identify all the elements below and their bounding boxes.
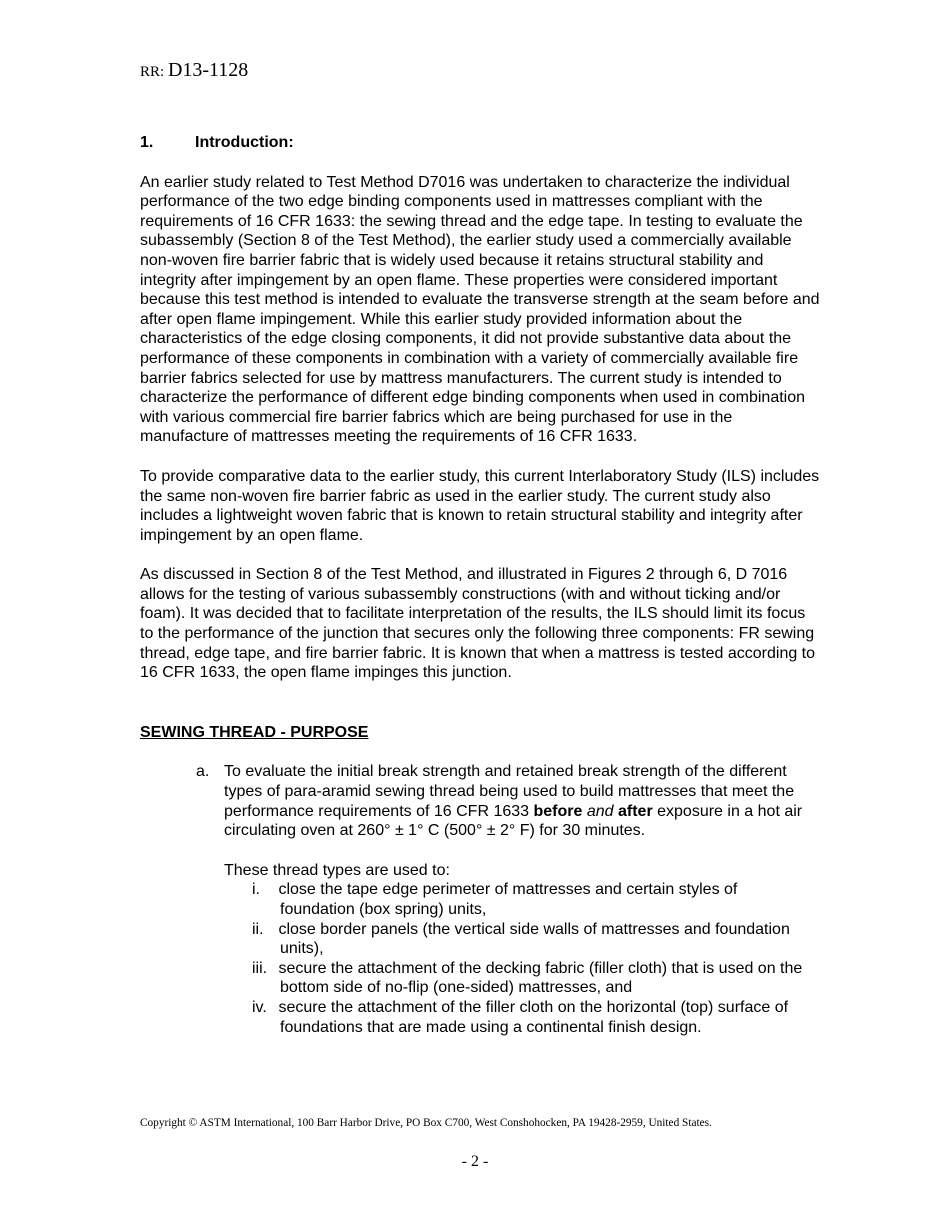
list-marker: i.	[252, 881, 260, 899]
item-marker: a.	[196, 763, 210, 781]
list-item-text: secure the attachment of the filler cloth on the horizontal (top) surface of foundations that are made using a continental finish design.	[278, 998, 789, 1036]
list-item	[252, 998, 804, 1037]
purpose-item-a	[196, 762, 804, 1037]
emphasis-before: before	[533, 802, 583, 820]
list-item-text: close the tape edge perimeter of mattresses and certain styles of foundation (box spring) units,	[278, 881, 738, 918]
list-item	[252, 959, 804, 998]
list-item	[252, 880, 804, 919]
emphasis-and: and	[586, 802, 614, 820]
section-number: 1.	[140, 134, 154, 151]
intro-paragraph-3: As discussed in Section 8 of the Test Method, and illustrated in Figures 2 through 6, D 7016 allows for the testing of various subassembly constructions (with and without ticking and/or foam). It was decided that to facilitate interpretation of the results, the ILS should limit its focus to the performance of the junction that secures only the following three components: FR sewing thread, edge tape, and fire barrier fabric. It is known that when a mattress is tested according to 16 CFR 1633, the open flame impinges this junction.	[140, 566, 816, 682]
purpose-item-a-text	[224, 762, 804, 840]
section-title: Introduction:	[195, 134, 294, 151]
emphasis-after: after	[618, 802, 653, 820]
intro-paragraph-1: An earlier study related to Test Method D7016 was undertaken to characterize the individual performance of the two edge binding components used in mattresses compliant with the requirements of 16 CFR 1633: the sewing thread and the edge tape. In testing to evaluate the subassembly (Section 8 of the Test Method), the earlier study used a commercially available non-woven fire barrier fabric that is widely used because it retains structural stability and integrity after impingement by an open flame. These properties were considered important because this test method is intended to evaluate the transverse strength at the seam before and after open flame impingement. While this earlier study provided information about the characteristics of the edge closing components, it did not provide substantive data about the performance of these components in combination with a variety of commercially available fire barrier fabrics selected for use by mattress manufacturers. The current study is intended to characterize the performance of different edge binding components when used in combination with various commercial fire barrier fabrics which are being purchased for use in the manufacture of mattresses meeting the requirements of 16 CFR 1633.	[140, 173, 820, 446]
list-item-text: secure the attachment of the decking fabric (filler cloth) that is used on the bottom side of no-flip (one-sided) mattresses, and	[278, 959, 803, 997]
list-item	[252, 920, 804, 959]
list-item-text: close border panels (the vertical side walls of mattresses and foundation units),	[278, 920, 790, 958]
sewing-thread-heading: SEWING THREAD - PURPOSE	[140, 723, 369, 741]
uses-intro: These thread types are used to:	[224, 861, 450, 879]
report-header	[140, 58, 248, 84]
list-marker: iii.	[252, 959, 268, 977]
item-text-start: To evaluate the initial break strength and retained break strength of the different types of para-aramid sewing thread being used to build mattresses that meet the performance requirements of 16 CFR 1633	[224, 763, 795, 820]
section-heading-introduction	[140, 133, 820, 153]
item-text-end: exposure in a hot air circulating oven at 260° ± 1° C (500° ± 2° F) for 30 minutes.	[224, 802, 803, 840]
list-marker: iv.	[252, 998, 267, 1016]
copyright-notice: Copyright © ASTM International, 100 Barr Harbor Drive, PO Box C700, West Conshohocken, PA 19428-2959, United States.	[140, 1117, 712, 1129]
page-number: - 2 -	[461, 1153, 489, 1170]
report-code: D13-1128	[167, 59, 249, 81]
list-marker: ii.	[252, 920, 264, 938]
document-body	[140, 133, 820, 1037]
report-prefix: RR:	[140, 64, 168, 80]
uses-list	[252, 880, 804, 1037]
intro-paragraph-2: To provide comparative data to the earlier study, this current Interlaboratory Study (ILS) includes the same non-woven fire barrier fabric as used in the earlier study. The current study also includes a lightweight woven fabric that is known to retain structural stability and integrity after impingement by an open flame.	[140, 467, 820, 544]
